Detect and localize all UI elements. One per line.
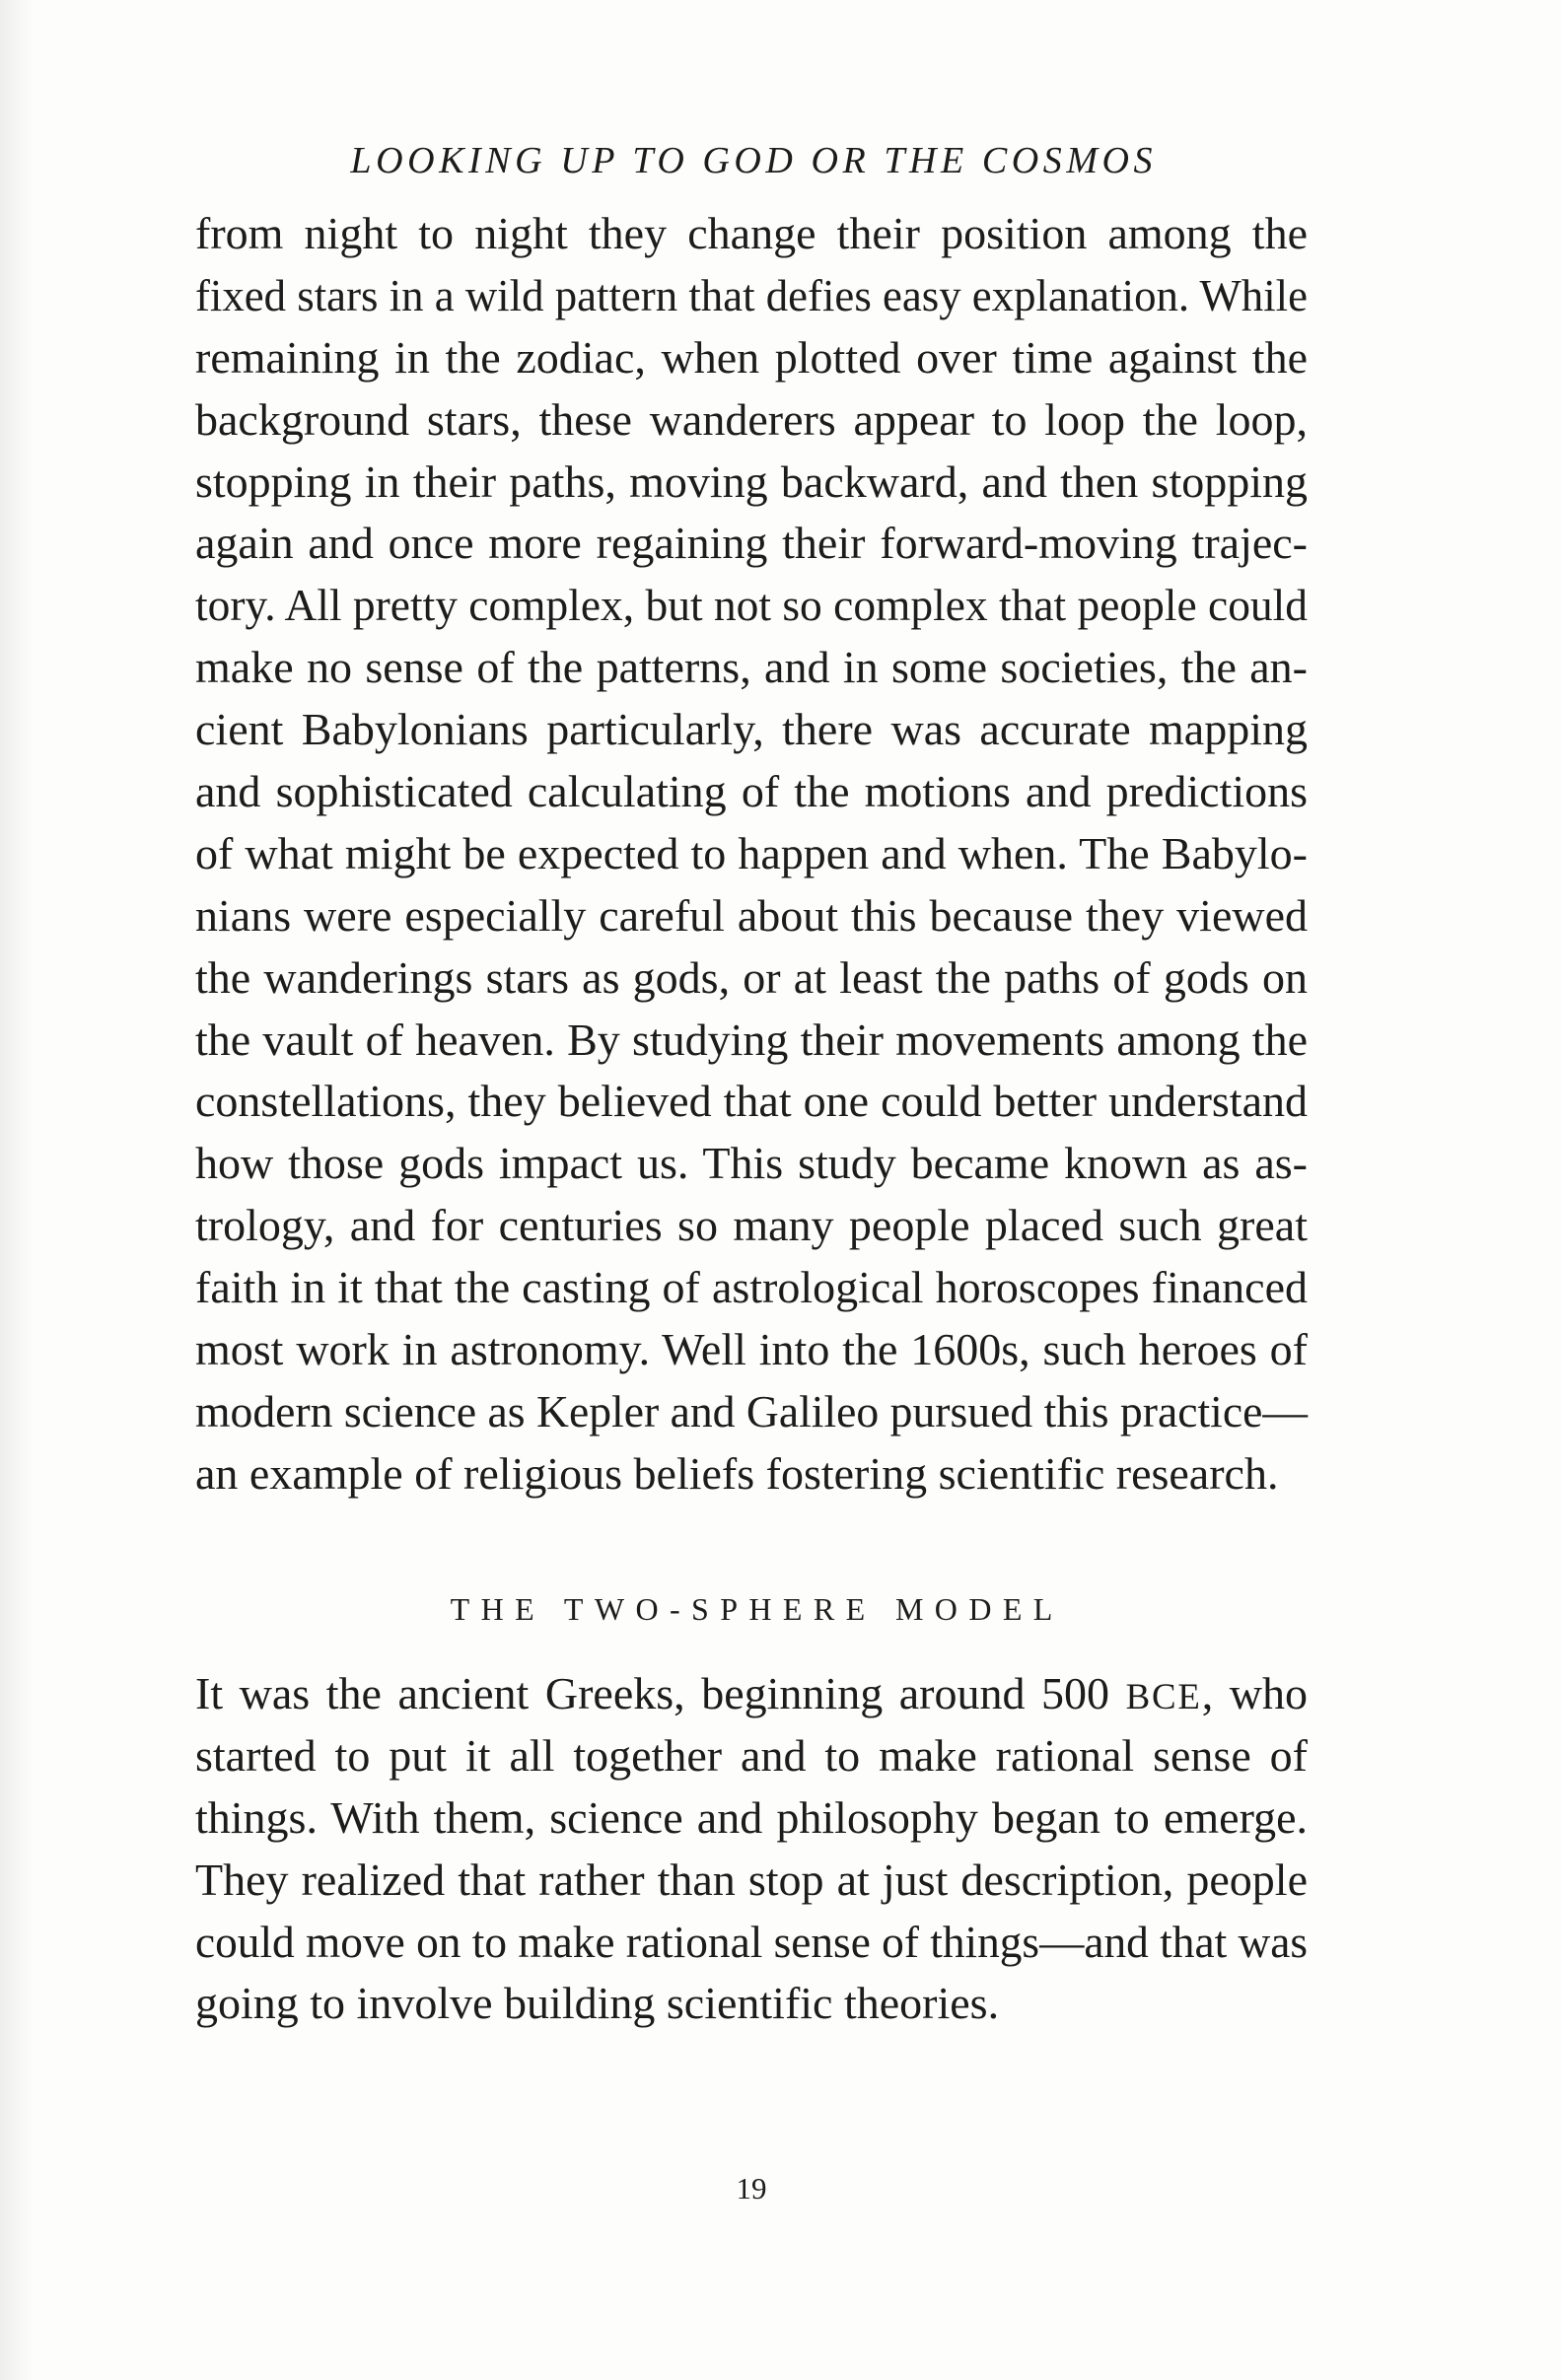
text-segment: , who xyxy=(1201,1668,1308,1718)
text-line xyxy=(195,1071,1308,1133)
text-line-content: the wanderings stars as gods, or at least the paths of gods on xyxy=(195,951,1308,1003)
text-line-content: the vault of heaven. By studying their movements among the xyxy=(195,1014,1308,1065)
text-line xyxy=(195,513,1308,575)
text-line xyxy=(195,885,1308,947)
text-line xyxy=(195,823,1308,885)
text-line xyxy=(195,389,1308,452)
section-heading: THE TWO-SPHERE MODEL xyxy=(450,1591,1064,1627)
text-line xyxy=(195,1787,1308,1850)
text-line xyxy=(195,1319,1308,1381)
text-line xyxy=(195,327,1308,389)
text-line-content: stopping in their paths, moving backward, and then stopping xyxy=(195,455,1308,507)
text-line xyxy=(195,1912,1308,1974)
text-line-content: trology, and for centuries so many people placed such great xyxy=(195,1200,1308,1251)
text-line-content: from night to night they change their position among the xyxy=(195,208,1308,258)
text-line xyxy=(195,1257,1308,1319)
text-line xyxy=(195,452,1308,514)
text-line-content: nians were especially careful about this because they viewed xyxy=(195,889,1308,941)
text-line xyxy=(195,947,1308,1010)
paragraph xyxy=(195,203,1308,1505)
text-line-content: fixed stars in a wild pattern that defies easy explanation. While xyxy=(195,269,1308,320)
text-line xyxy=(195,1443,1308,1505)
text-line-content: modern science as Kepler and Galileo pursued this practice— xyxy=(195,1385,1308,1436)
paragraph xyxy=(195,1663,1308,2035)
text-line-content: make no sense of the patterns, and in some societies, the an- xyxy=(195,642,1308,693)
text-line xyxy=(195,1725,1308,1787)
text-line xyxy=(195,1663,1308,1725)
small-caps-abbreviation: BCE xyxy=(1125,1676,1202,1716)
text-line-content: faith in it that the casting of astrological horoscopes financed xyxy=(195,1262,1308,1313)
text-line xyxy=(195,1133,1308,1195)
text-line-content: constellations, they believed that one could better understand xyxy=(195,1076,1308,1127)
text-line-content: of what might be expected to happen and when. The Babylo- xyxy=(195,827,1308,878)
text-line xyxy=(195,1973,1308,2035)
text-line-content: most work in astronomy. Well into the 1600s, such heroes of xyxy=(195,1324,1308,1375)
text-line xyxy=(195,203,1308,265)
page-number: 19 xyxy=(736,2171,767,2205)
text-line xyxy=(195,637,1308,699)
text-line-content: going to involve building scientific theories. xyxy=(195,1978,1000,2029)
text-line xyxy=(195,265,1308,327)
text-segment: It was the ancient Greeks, beginning around 500 xyxy=(195,1668,1126,1718)
text-line-content: started to put it all together and to make rational sense of xyxy=(195,1729,1308,1781)
text-line-content: how those gods impact us. This study became known as as- xyxy=(195,1138,1308,1189)
text-line-content: remaining in the zodiac, when plotted over time against the xyxy=(195,331,1308,383)
text-line xyxy=(195,699,1308,761)
text-line-content xyxy=(195,1663,1308,1728)
text-line xyxy=(195,1010,1308,1072)
running-head: LOOKING UP TO GOD OR THE COSMOS xyxy=(350,140,1158,181)
text-line xyxy=(195,761,1308,823)
text-line-content: an example of religious beliefs fostering scientific research. xyxy=(195,1447,1279,1499)
text-line xyxy=(195,1195,1308,1257)
text-line xyxy=(195,575,1308,637)
text-line-content: things. With them, science and philosophy began to emerge. xyxy=(195,1791,1308,1843)
text-line-content: They realized that rather than stop at just description, people xyxy=(195,1854,1308,1905)
text-line-content: tory. All pretty complex, but not so complex that people could xyxy=(195,580,1308,631)
text-line xyxy=(195,1381,1308,1443)
text-line-content: cient Babylonians particularly, there was accurate mapping xyxy=(195,704,1308,755)
text-line-content: again and once more regaining their forward-moving trajec- xyxy=(195,518,1308,569)
text-line-content: and sophisticated calculating of the motions and predictions xyxy=(195,766,1308,817)
text-line xyxy=(195,1850,1308,1912)
text-line-content: could move on to make rational sense of things—and that was xyxy=(195,1916,1308,1967)
text-line-content: background stars, these wanderers appear to loop the loop, xyxy=(195,393,1308,445)
